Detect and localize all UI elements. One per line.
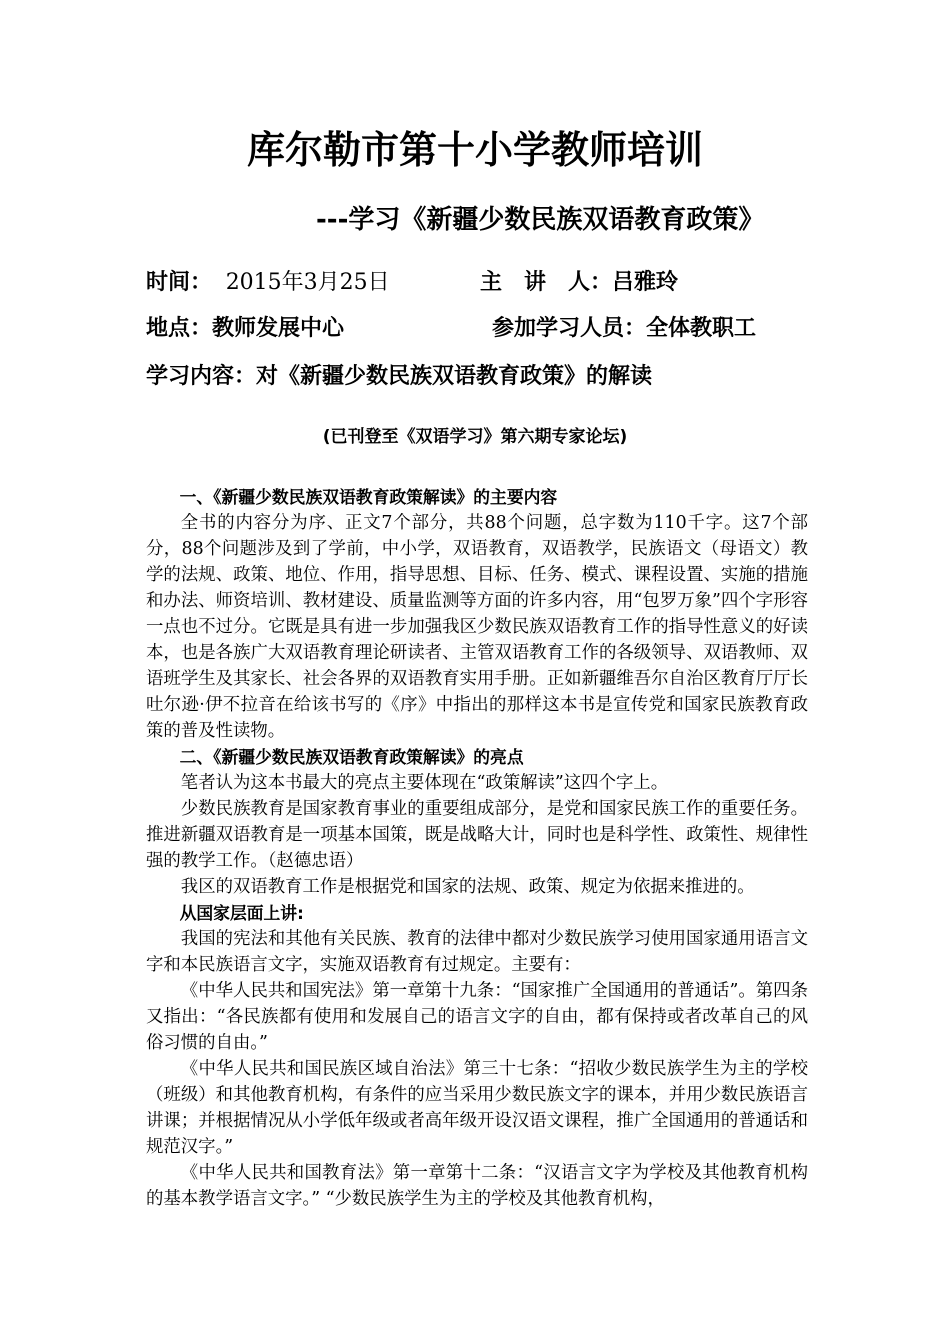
attendees-label: 参加学习人员： bbox=[492, 316, 647, 341]
document-subtitle: ---学习《新疆少数民族双语教育政策》 bbox=[316, 205, 765, 235]
info-row-content bbox=[146, 360, 652, 394]
attendees-value: 全体教职工 bbox=[646, 316, 757, 341]
place-label: 地点： bbox=[146, 316, 213, 341]
section-heading-3: 从国家层面上讲: bbox=[179, 903, 304, 923]
paragraph: 笔者认为这本书最大的亮点主要体现在“政策解读”这四个字上。 bbox=[180, 773, 669, 793]
paragraph: 《中华人民共和国宪法》第一章第十九条：“国家推广全国通用的普通话”。第四条又指出：“各民族都有使用和发展自己的语言文字的自由，都有保持或者改革自己的风俗习惯的自由。” bbox=[146, 981, 808, 1053]
place-value: 教师发展中心 bbox=[212, 316, 345, 341]
paragraph: 全书的内容分为序、正文7个部分，共88个问题，总字数为110千字。这7个部分，88个问题涉及到了学前，中小学，双语教育，双语教学，民族语文（母语文）教学的法规、政策、地位、作用，指导思想、目标、任务、模式、课程设置、实施的措施和办法、师资培训、教材建设、质量监测等方面的许多内容，用“包罗万象”四个字形容一点也不过分。它既是具有进一步加强我区少数民族双语教育工作的指导性意义的好读本，也是各族广大双语教育理论研读者、主管双语教育工作的各级领导、双语教师、双语班学生及其家长、社会各界的双语教育实用手册。正如新疆维吾尔自治区教育厅厅长吐尔逊·伊不拉音在给该书写的《序》中指出的那样这本书是宣传党和国家民族教育政策的普及性读物。 bbox=[146, 513, 808, 741]
content-value: 对《新疆少数民族双语教育政策》的解读 bbox=[256, 364, 653, 389]
paragraph: 我区的双语教育工作是根据党和国家的法规、政策、规定为依据来推进的。 bbox=[180, 877, 755, 897]
speaker-label: 主 讲 人： bbox=[480, 270, 613, 295]
paragraph: 少数民族教育是国家教育事业的重要组成部分，是党和国家民族工作的重要任务。推进新疆双语教育是一项基本国策，既是战略大计，同时也是科学性、政策性、规律性强的教学工作。（赵德忠语） bbox=[146, 799, 808, 871]
paragraph: 我国的宪法和其他有关民族、教育的法律中都对少数民族学习使用国家通用语言文字和本民族语言文字，实施双语教育有过规定。主要有： bbox=[146, 929, 808, 975]
time-label: 时间： bbox=[146, 270, 213, 295]
publication-note: (已刊登至《双语学习》第六期专家论坛) bbox=[322, 427, 628, 447]
info-row-time bbox=[146, 266, 390, 300]
paragraph: 《中华人民共和国民族区域自治法》第三十七条：“招收少数民族学生为主的学校（班级）和其他教育机构，有条件的应当采用少数民族文字的课本，并用少数民族语言讲课；并根据情况从小学低年级或者高年级开设汉语文课程，推广全国通用的普通话和规范汉字。” bbox=[146, 1059, 808, 1157]
time-value: 2015年3月25日 bbox=[225, 270, 390, 295]
info-row-place bbox=[146, 312, 344, 346]
document-title: 库尔勒市第十小学教师培训 bbox=[246, 128, 703, 172]
document-body bbox=[146, 484, 808, 1212]
content-label: 学习内容： bbox=[146, 364, 257, 389]
info-row-attendees bbox=[492, 312, 756, 346]
section-heading-1: 一、《新疆少数民族双语教育政策解读》的主要内容 bbox=[179, 487, 558, 507]
section-heading-2: 二、《新疆少数民族双语教育政策解读》的亮点 bbox=[179, 747, 524, 767]
speaker-value: 吕雅玲 bbox=[612, 270, 679, 295]
info-row-speaker bbox=[480, 266, 678, 300]
paragraph: 《中华人民共和国教育法》第一章第十二条：“汉语言文字为学校及其他教育机构的基本教学语言文字。” “少数民族学生为主的学校及其他教育机构， bbox=[146, 1163, 808, 1209]
